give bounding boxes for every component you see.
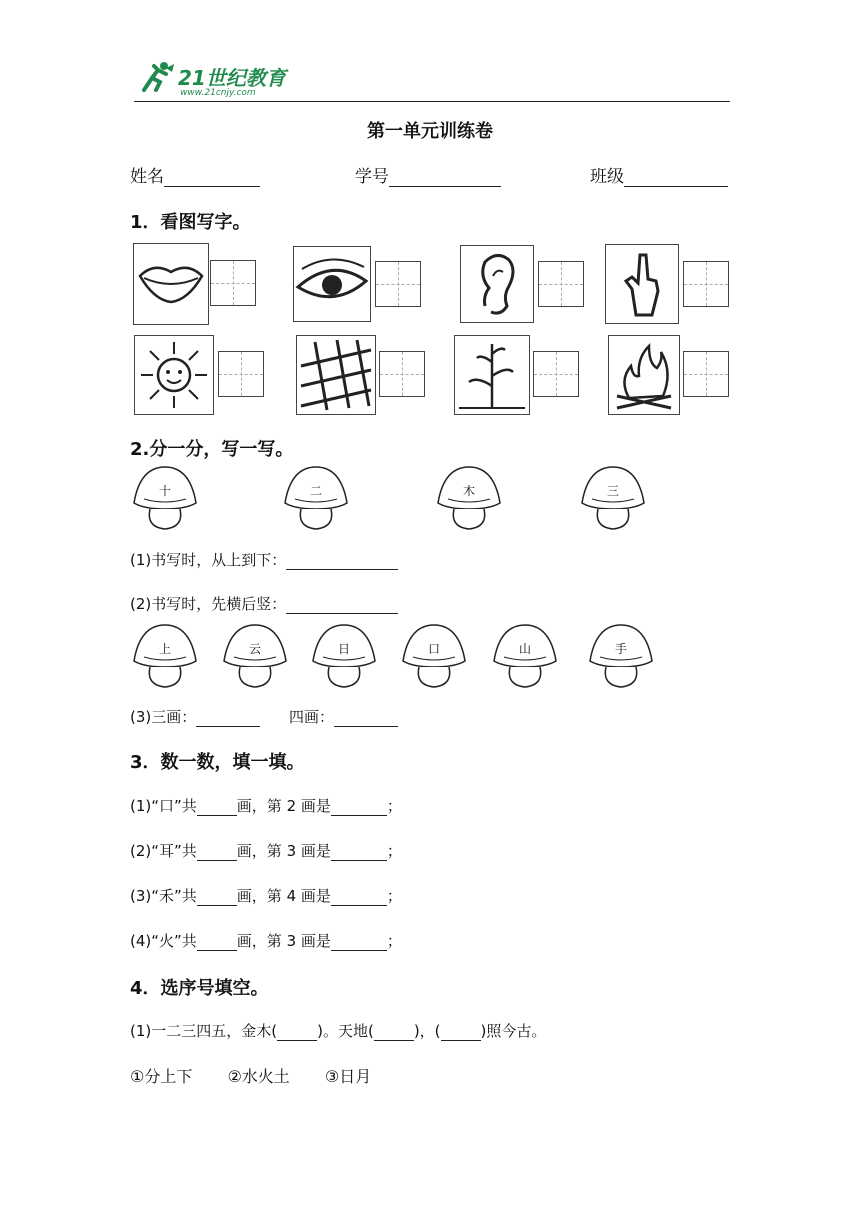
mushroom-char: 手	[614, 642, 627, 656]
question-2-3: (3)三画： 四画：	[130, 706, 398, 727]
sun-icon	[135, 336, 213, 414]
answer-blank[interactable]	[197, 887, 237, 906]
mushroom-card[interactable]	[130, 621, 200, 689]
id-field[interactable]: 学号	[355, 162, 501, 187]
mushroom-card[interactable]	[586, 621, 656, 689]
answer-blank[interactable]	[277, 1024, 317, 1041]
mouth-icon	[134, 244, 208, 324]
logo-url: www.21cnjy.com	[180, 88, 256, 98]
section2-heading: 2.分一分，写一写。	[130, 439, 294, 460]
answer-blank[interactable]	[196, 708, 260, 727]
answer-blank[interactable]	[331, 887, 387, 906]
mushroom-card[interactable]	[281, 463, 351, 531]
ear-icon	[461, 246, 533, 322]
mushroom-card[interactable]	[130, 463, 200, 531]
question-2-2: (2)书写时，先横后竖：	[130, 593, 398, 614]
mouth-picture	[133, 243, 209, 325]
answer-blank[interactable]	[331, 797, 387, 816]
ear-picture	[460, 245, 534, 323]
mushroom-card[interactable]	[220, 621, 290, 689]
logo-text: 21世纪教育	[178, 66, 286, 90]
question-3-item: (3)“禾”共 画，第 4 画是 ；	[130, 887, 402, 905]
field-picture	[296, 335, 376, 415]
writing-grid[interactable]	[379, 351, 425, 397]
option-3: ③日月	[324, 1067, 372, 1086]
mushroom-char: 二	[309, 484, 322, 498]
writing-grid[interactable]	[218, 351, 264, 397]
writing-grid[interactable]	[683, 351, 729, 397]
name-blank[interactable]	[164, 168, 260, 187]
option-2: ②水火土	[227, 1067, 290, 1086]
question-4-1: (1)一二三四五，金木( )。天地( )，( )照今古。	[130, 1022, 547, 1040]
mushroom-char: 口	[427, 642, 440, 656]
fire-picture	[608, 335, 680, 415]
mushroom-char: 上	[158, 642, 171, 656]
hand-icon	[606, 245, 678, 323]
writing-grid[interactable]	[533, 351, 579, 397]
answer-blank[interactable]	[197, 797, 237, 816]
name-field[interactable]: 姓名	[130, 162, 260, 187]
mushroom-char: 山	[518, 642, 531, 656]
answer-blank[interactable]	[331, 932, 387, 951]
answer-blank[interactable]	[286, 551, 398, 570]
mushroom-card[interactable]	[399, 621, 469, 689]
answer-blank[interactable]	[197, 842, 237, 861]
answer-blank[interactable]	[286, 595, 398, 614]
hand-picture	[605, 244, 679, 324]
class-field[interactable]: 班级	[590, 162, 728, 187]
question-3-item: (4)“火”共 画，第 3 画是 ；	[130, 932, 402, 950]
question-3-item: (2)“耳”共 画，第 3 画是 ；	[130, 842, 402, 860]
mushroom-char: 日	[337, 642, 350, 656]
mushroom-card[interactable]	[578, 463, 648, 531]
writing-grid[interactable]	[375, 261, 421, 307]
eye-icon	[294, 247, 370, 321]
header-rule	[134, 101, 730, 102]
field-icon	[297, 336, 375, 414]
question-2-1: (1)书写时，从上到下：	[130, 549, 398, 570]
writing-grid[interactable]	[538, 261, 584, 307]
class-blank[interactable]	[624, 168, 728, 187]
answer-blank[interactable]	[374, 1024, 414, 1041]
answer-blank[interactable]	[441, 1024, 481, 1041]
option-1: ①分上下	[130, 1067, 193, 1086]
mushroom-char: 云	[248, 642, 261, 656]
section1-heading: 1．看图写字。	[130, 212, 251, 233]
mushroom-char: 三	[606, 484, 619, 498]
eye-picture	[293, 246, 371, 322]
tree-icon	[455, 336, 529, 414]
page-title: 第一单元训练卷	[367, 121, 493, 142]
logo	[134, 60, 304, 100]
id-blank[interactable]	[389, 168, 501, 187]
mushroom-card[interactable]	[490, 621, 560, 689]
mushroom-card[interactable]	[309, 621, 379, 689]
answer-blank[interactable]	[331, 842, 387, 861]
question-3-item: (1)“口”共 画，第 2 画是 ；	[130, 797, 402, 815]
mushroom-char: 木	[462, 484, 475, 498]
answer-blank[interactable]	[197, 932, 237, 951]
section3-heading: 3．数一数，填一填。	[130, 752, 305, 773]
options-row	[130, 1064, 401, 1087]
section4-heading: 4．选序号填空。	[130, 978, 269, 999]
mushroom-char: 十	[158, 484, 171, 498]
sun-picture	[134, 335, 214, 415]
answer-blank[interactable]	[334, 708, 398, 727]
writing-grid[interactable]	[683, 261, 729, 307]
mushroom-card[interactable]	[434, 463, 504, 531]
writing-grid[interactable]	[210, 260, 256, 306]
tree-picture	[454, 335, 530, 415]
fire-icon	[609, 336, 679, 414]
